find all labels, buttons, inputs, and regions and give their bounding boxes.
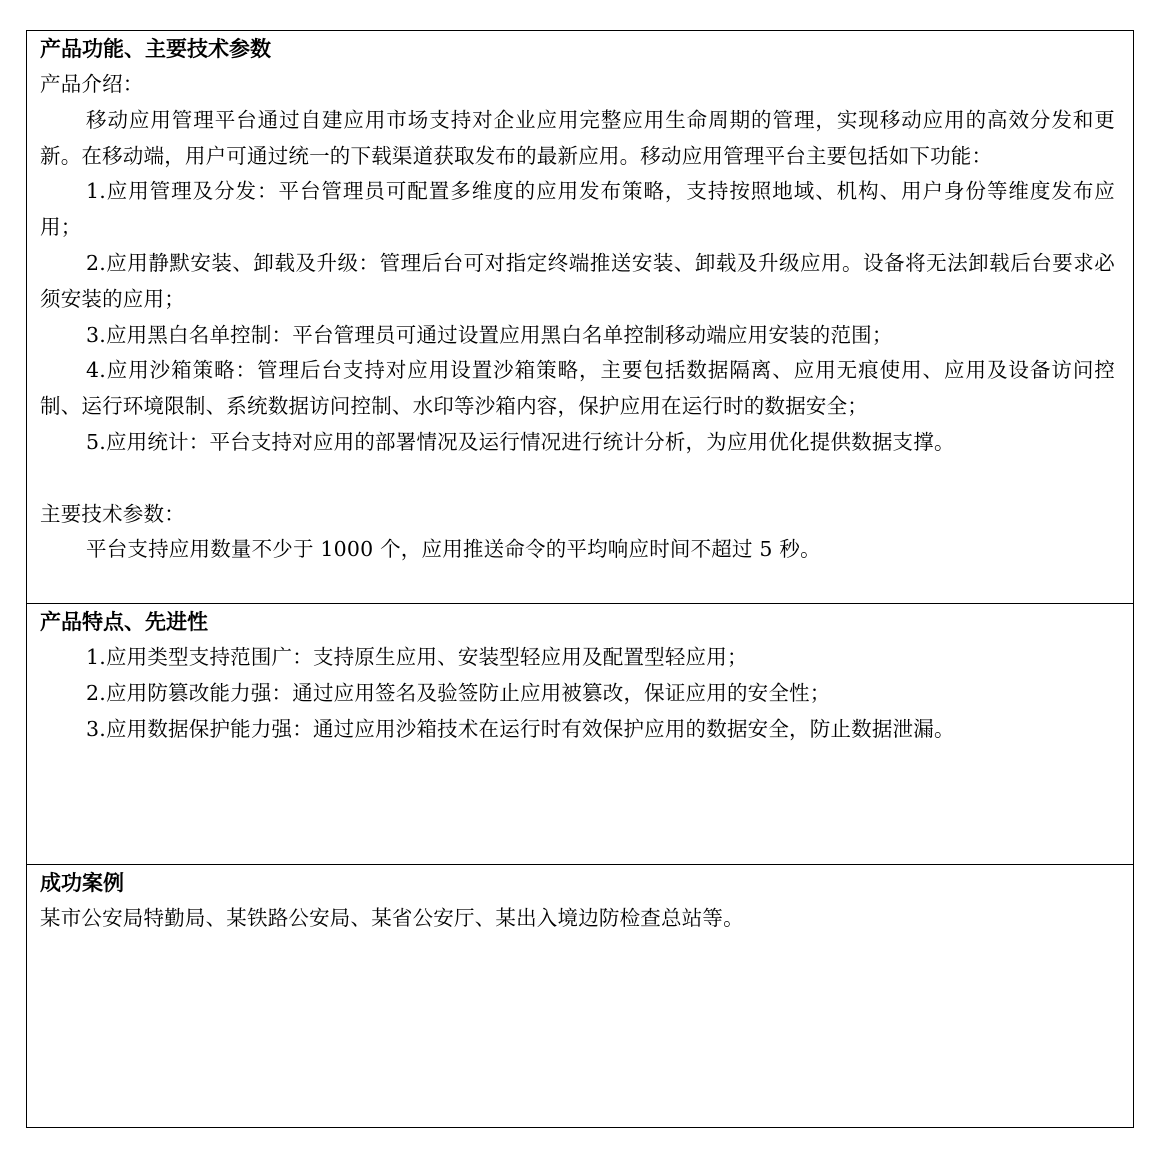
- params-paragraph: 平台支持应用数量不少于 1000 个，应用推送命令的平均响应时间不超过 5 秒。: [86, 537, 821, 562]
- advantage-item: 2.应用防篡改能力强：通过应用签名及验签防止应用被篡改，保证应用的安全性；: [86, 680, 831, 705]
- section-cases: [27, 865, 1133, 1127]
- document-table: [26, 30, 1134, 1128]
- section-heading: 成功案例: [40, 871, 124, 895]
- feature-item: 5.应用统计：平台支持对应用的部署情况及运行情况进行统计分析，为应用优化提供数据支撑。: [86, 429, 955, 454]
- cases-paragraph: 某市公安局特勤局、某铁路公安局、某省公安厅、某出入境边防检查总站等。: [40, 906, 744, 930]
- section-heading: 产品功能、主要技术参数: [40, 37, 271, 61]
- section-features: [27, 31, 1133, 604]
- advantage-item: 1.应用类型支持范围广：支持原生应用、安装型轻应用及配置型轻应用；: [86, 645, 748, 669]
- section-heading: 产品特点、先进性: [40, 610, 208, 634]
- advantage-item: 3.应用数据保护能力强：通过应用沙箱技术在运行时有效保护应用的数据安全，防止数据泄漏。: [86, 716, 955, 741]
- intro-label: 产品介绍：: [40, 72, 144, 96]
- section-advantages: [27, 604, 1133, 865]
- feature-item: 4.应用沙箱策略：管理后台支持对应用设置沙箱策略，主要包括数据隔离、应用无痕使用、应用及设备访问控制、运行环境限制、系统数据访问控制、水印等沙箱内容，保护应用在运行时的数据安全；: [40, 358, 1115, 419]
- params-label: 主要技术参数：: [40, 501, 185, 526]
- feature-item: 3.应用黑白名单控制：平台管理员可通过设置应用黑白名单控制移动端应用安装的范围；: [86, 322, 893, 347]
- blank-line: [40, 461, 1115, 497]
- feature-item: 2.应用静默安装、卸载及升级：管理后台可对指定终端推送安装、卸载及升级应用。设备将无法卸载后台要求必须安装的应用；: [40, 250, 1115, 311]
- feature-item: 1.应用管理及分发：平台管理员可配置多维度的应用发布策略，支持按照地域、机构、用户身份等维度发布应用；: [40, 179, 1115, 240]
- intro-paragraph: 移动应用管理平台通过自建应用市场支持对企业应用完整应用生命周期的管理，实现移动应用的高效分发和更新。在移动端，用户可通过统一的下载渠道获取发布的最新应用。移动应用管理平台主要包括如下功能：: [40, 107, 1115, 168]
